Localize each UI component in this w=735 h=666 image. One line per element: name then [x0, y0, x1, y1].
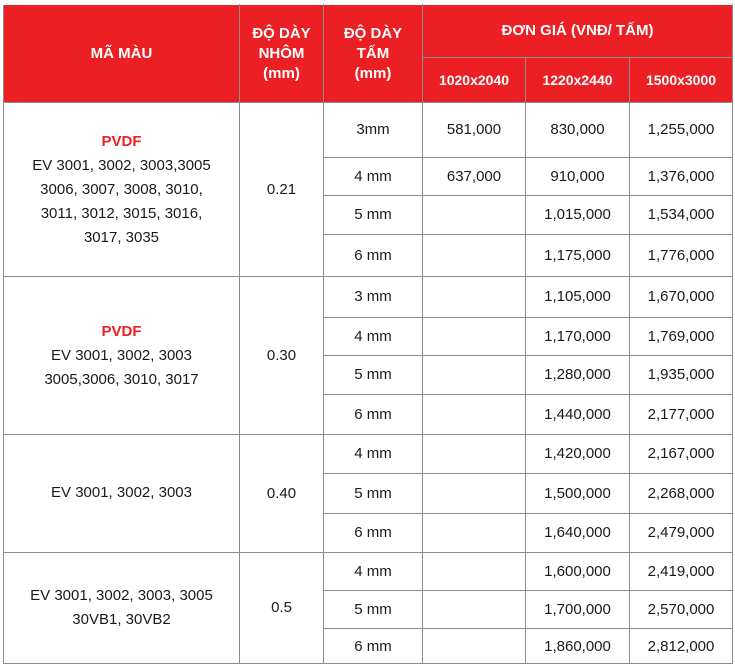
header-don-gia: ĐƠN GIÁ (VNĐ/ TẤM)	[423, 5, 733, 58]
color-code-line: EV 3001, 3002, 3003	[51, 484, 192, 502]
table-row	[4, 552, 733, 590]
price-1020x2040-cell	[423, 394, 526, 435]
price-1220x2440-cell: 1,280,000	[526, 356, 630, 394]
price-1020x2040-cell	[423, 277, 526, 318]
price-1500x3000-cell: 2,177,000	[630, 394, 733, 435]
panel-thickness-cell: 4 mm	[324, 552, 423, 590]
color-code-cell	[4, 435, 240, 552]
price-1220x2440-cell: 910,000	[526, 157, 630, 195]
panel-thickness-cell: 3mm	[324, 103, 423, 158]
price-1020x2040-cell	[423, 435, 526, 473]
table-row	[4, 435, 733, 473]
panel-thickness-cell: 4 mm	[324, 157, 423, 195]
price-1500x3000-cell: 2,268,000	[630, 473, 733, 514]
panel-thickness-cell: 6 mm	[324, 234, 423, 277]
header-do-day-tam-line1: ĐỘ DÀY	[343, 24, 403, 42]
header-do-day-nhom	[240, 5, 324, 103]
price-1220x2440-cell: 1,105,000	[526, 277, 630, 318]
header-size-1500x3000: 1500x3000	[630, 58, 733, 103]
price-1220x2440-cell: 1,700,000	[526, 590, 630, 628]
price-1220x2440-cell: 1,015,000	[526, 196, 630, 234]
color-code-line: EV 3001, 3002, 3003,3005	[32, 156, 211, 174]
price-table-body	[4, 103, 733, 664]
price-1020x2040-cell	[423, 356, 526, 394]
color-code-cell	[4, 552, 240, 664]
price-1220x2440-cell: 1,860,000	[526, 629, 630, 664]
header-do-day-nhom-line3: (mm)	[263, 64, 300, 82]
color-code-line: 30VB1, 30VB2	[72, 610, 171, 628]
price-1220x2440-cell: 1,600,000	[526, 552, 630, 590]
price-1220x2440-cell: 830,000	[526, 103, 630, 158]
price-1020x2040-cell: 581,000	[423, 103, 526, 158]
header-ma-mau: MÃ MÀU	[4, 5, 240, 103]
panel-thickness-cell: 4 mm	[324, 435, 423, 473]
color-code-line: EV 3001, 3002, 3003, 3005	[30, 586, 213, 604]
price-1020x2040-cell	[423, 590, 526, 628]
header-do-day-tam-line2: TẤM	[356, 44, 390, 62]
price-1020x2040-cell	[423, 196, 526, 234]
price-table	[3, 4, 733, 664]
panel-thickness-cell: 6 mm	[324, 514, 423, 552]
table-row	[4, 277, 733, 318]
header-do-day-nhom-line2: NHÔM	[258, 44, 305, 62]
pvdf-label: PVDF	[101, 322, 142, 340]
price-1500x3000-cell: 2,167,000	[630, 435, 733, 473]
price-1220x2440-cell: 1,440,000	[526, 394, 630, 435]
price-1020x2040-cell: 637,000	[423, 157, 526, 195]
aluminum-thickness-cell: 0.30	[240, 277, 324, 435]
price-1220x2440-cell: 1,175,000	[526, 234, 630, 277]
price-1020x2040-cell	[423, 552, 526, 590]
header-do-day-tam-line3: (mm)	[354, 64, 392, 82]
panel-thickness-cell: 5 mm	[324, 196, 423, 234]
panel-thickness-cell: 5 mm	[324, 590, 423, 628]
header-do-day-nhom-line1: ĐỘ DÀY	[252, 24, 311, 42]
aluminum-thickness-cell: 0.40	[240, 435, 324, 552]
color-code-line: 3006, 3007, 3008, 3010,	[40, 180, 203, 198]
panel-thickness-cell: 6 mm	[324, 629, 423, 664]
price-1500x3000-cell: 1,670,000	[630, 277, 733, 318]
price-1220x2440-cell: 1,500,000	[526, 473, 630, 514]
aluminum-thickness-cell: 0.21	[240, 103, 324, 277]
aluminum-thickness-cell: 0.5	[240, 552, 324, 664]
header-do-day-tam	[324, 5, 423, 103]
price-1500x3000-cell: 1,769,000	[630, 317, 733, 355]
price-1500x3000-cell: 1,376,000	[630, 157, 733, 195]
header-size-1220x2440: 1220x2440	[526, 58, 630, 103]
price-1020x2040-cell	[423, 629, 526, 664]
price-1500x3000-cell: 1,935,000	[630, 356, 733, 394]
price-1500x3000-cell: 1,776,000	[630, 234, 733, 277]
price-1020x2040-cell	[423, 234, 526, 277]
color-code-cell	[4, 103, 240, 277]
price-1500x3000-cell: 1,534,000	[630, 196, 733, 234]
panel-thickness-cell: 5 mm	[324, 356, 423, 394]
price-1220x2440-cell: 1,170,000	[526, 317, 630, 355]
price-1500x3000-cell: 2,419,000	[630, 552, 733, 590]
color-code-line: EV 3001, 3002, 3003	[51, 346, 192, 364]
price-1500x3000-cell: 2,812,000	[630, 629, 733, 664]
header-size-1020x2040: 1020x2040	[423, 58, 526, 103]
panel-thickness-cell: 5 mm	[324, 473, 423, 514]
color-code-cell	[4, 277, 240, 435]
price-1500x3000-cell: 1,255,000	[630, 103, 733, 158]
price-1020x2040-cell	[423, 473, 526, 514]
price-1220x2440-cell: 1,420,000	[526, 435, 630, 473]
table-row	[4, 103, 733, 158]
color-code-line: 3017, 3035	[83, 228, 160, 246]
pvdf-label: PVDF	[101, 132, 142, 150]
price-1020x2040-cell	[423, 317, 526, 355]
color-code-line: 3011, 3012, 3015, 3016,	[40, 204, 203, 222]
color-code-line: 3005,3006, 3010, 3017	[44, 370, 199, 388]
panel-thickness-cell: 3 mm	[324, 277, 423, 318]
panel-thickness-cell: 4 mm	[324, 317, 423, 355]
panel-thickness-cell: 6 mm	[324, 394, 423, 435]
price-1220x2440-cell: 1,640,000	[526, 514, 630, 552]
price-1500x3000-cell: 2,570,000	[630, 590, 733, 628]
price-1020x2040-cell	[423, 514, 526, 552]
price-1500x3000-cell: 2,479,000	[630, 514, 733, 552]
